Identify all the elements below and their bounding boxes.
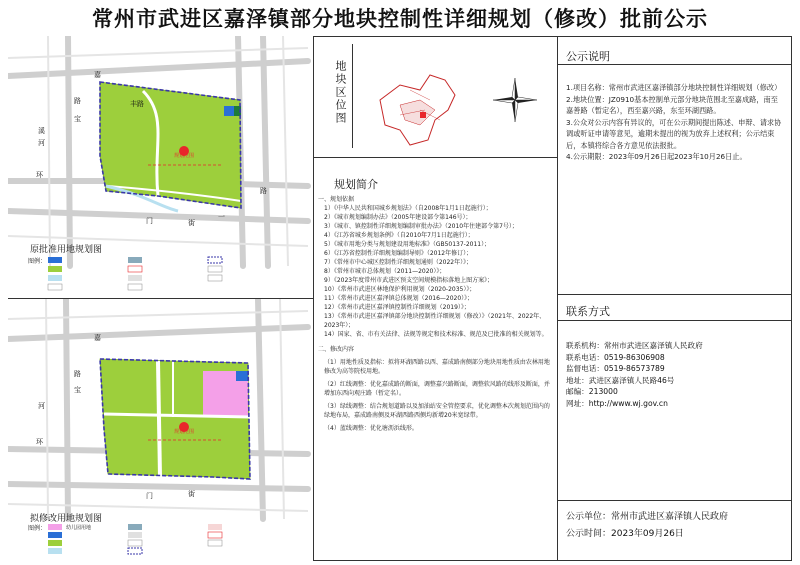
location-map	[360, 60, 550, 150]
road-label: 门	[146, 217, 153, 225]
contact-line: 邮编：213000	[566, 387, 618, 396]
content-item: （2）红线调整：优化嘉成路的断面，调整嘉兴路断面，调整软风路的线形及断面，并增加东西向观庄路（暂定名）。	[324, 381, 550, 397]
content-item: （1）用地性质及指标：拟将环湖西路以西、嘉成路南侧部分地块用地性质由农林用地修改为高等院校用地。	[324, 359, 550, 375]
road-label: 路	[260, 187, 267, 195]
notice-item: 4.公示期限：2023年09月26日起2023年10月26日止。	[566, 152, 747, 161]
proposed-land-use-map	[8, 299, 314, 561]
notice-heading: 公示说明	[566, 50, 610, 63]
basis-item: 10）《常州市武进区林地保护利用规划（2020-2035）》；	[324, 286, 476, 293]
notice-body	[566, 82, 784, 163]
road-label: 宝	[74, 115, 81, 123]
basis-item: 6）《江苏省控制性详细规划编制导则》（2012年修订）；	[324, 250, 473, 257]
road-label: 路	[74, 370, 81, 378]
contact-line: 联系电话：0519-86306908	[566, 352, 665, 362]
road-label: 路	[74, 97, 81, 105]
divider	[352, 44, 353, 148]
road-label: 环	[36, 171, 43, 179]
contact-line: 地址：武进区嘉泽镇人民路46号	[566, 375, 675, 385]
basis-item: 12）《常州市武进区嘉泽镇控制性详细规划（2019）》；	[324, 304, 470, 311]
divider	[558, 500, 792, 501]
compass-icon	[493, 78, 537, 122]
basis-item: 4）《江苏省城乡规划条例》（自2010年7月1日起施行）；	[324, 232, 474, 239]
road-label: 嘉	[94, 334, 101, 342]
basis-heading: 一、规划依据	[318, 196, 355, 203]
website-link[interactable]: 网址：http://www.wj.gov.cn	[566, 398, 668, 408]
original-map-caption: 原批准用地规划图	[30, 245, 103, 255]
road-label: 一	[218, 213, 225, 221]
road-label: 河	[38, 139, 45, 147]
publisher: 公示单位：常州市武进区嘉泽镇人民政府	[566, 512, 729, 522]
original-legend-title: 图例：	[28, 258, 47, 265]
basis-item: 2）《城市规划编制办法》（2005年建设部令第146号）；	[324, 214, 472, 221]
road-label: 门	[146, 492, 153, 500]
basis-item: 9）《2023年度常州市武进区预支空间规模指标落地上图方案》；	[324, 277, 494, 284]
divider	[558, 294, 792, 295]
site-location-marker	[420, 112, 426, 118]
location-map-label: 地块区位图	[334, 60, 347, 125]
content-heading: 二、修改内容	[318, 346, 355, 353]
basis-item: 3）《城市、镇控制性详细规划编制审批办法》（2010年住建部令第7号）；	[324, 223, 518, 230]
brief-heading: 规划简介	[334, 178, 378, 191]
road-label: 嘉	[94, 71, 101, 79]
divider	[314, 157, 558, 158]
publish-date: 公示时间：2023年09月26日	[566, 529, 684, 539]
content-item: （3）绿线调整：结合规划道路以及加油站安全管控要求，优化调整本次规划范围内的绿地布局，嘉成路南侧及环湖西路西侧均新增20米宽绿带。	[324, 403, 550, 419]
divider	[558, 320, 792, 321]
contact-line: 监督电话：0519-86573789	[566, 364, 665, 373]
road-label: 街	[188, 490, 195, 498]
basis-item: 5）《城市用地分类与规划建设用地标准》（GB50137-2011）；	[324, 241, 491, 248]
legend-item: 幼儿园用地	[66, 525, 92, 531]
proposed-marker-label: 规划范围	[174, 429, 195, 435]
planning-brief	[318, 195, 554, 433]
basis-item: 14）国家、省、市有关法律、法规等规定和技术标准、规范及已批准的相关规划等。	[324, 331, 548, 338]
basis-item: 8）《常州市城市总体规划（2011—2020）》；	[324, 268, 446, 275]
proposed-legend-title: 图例：	[28, 525, 47, 532]
original-land-use-map	[8, 36, 314, 299]
original-map-drawing	[8, 36, 314, 299]
notice-item: 3.公众对公示内容有异议的，可在公示期间提出陈述、申辩、请求协调或听证申请等意见，逾期未提出的视为放弃上述权利；公示结束后，本镇将综合各方意见依法报批。	[566, 117, 782, 150]
notice-item: 1.项目名称：常州市武进区嘉泽镇部分地块控制性详细规划（修改）	[566, 83, 782, 92]
content-item: （4）蓝线调整：优化塘沥浜线形。	[324, 425, 418, 432]
road-label: 河	[38, 402, 45, 410]
road-label: 环	[36, 438, 43, 446]
basis-item: 13）《常州市武进区嘉泽镇部分地块控制性详细规划（修改）》（2021年、2022年、2023年）；	[324, 313, 546, 329]
contact-info	[566, 340, 786, 409]
road-label: 丰路	[130, 100, 144, 108]
proposed-map-caption: 拟修改用地规划图	[30, 514, 103, 524]
road-label: 街	[188, 219, 195, 227]
road-label: 宝	[74, 386, 81, 394]
original-marker-label: 规划范围	[174, 153, 195, 159]
basis-item: 11）《常州市武进区嘉泽镇总体规划（2016—2020）》；	[324, 295, 474, 302]
road-label: 溪	[38, 127, 45, 135]
divider	[558, 64, 792, 65]
notice-item: 2.地块位置：JZ0910基本控制单元部分地块范围北至嘉成路，南至嘉善路（暂定名），西至嘉兴路，东至环湖西路。	[566, 94, 778, 115]
basis-item: 7）《常州市中心城区控制性详细规划通则（2022年）》；	[324, 259, 473, 266]
page-title: 常州市武进区嘉泽镇部分地块控制性详细规划（修改）批前公示	[92, 6, 708, 31]
contact-heading: 联系方式	[566, 305, 610, 318]
contact-line: 联系机构：常州市武进区嘉泽镇人民政府	[566, 341, 703, 350]
basis-item: 1）《中华人民共和国城乡规划法》（自2008年1月1日起施行）；	[324, 205, 492, 212]
